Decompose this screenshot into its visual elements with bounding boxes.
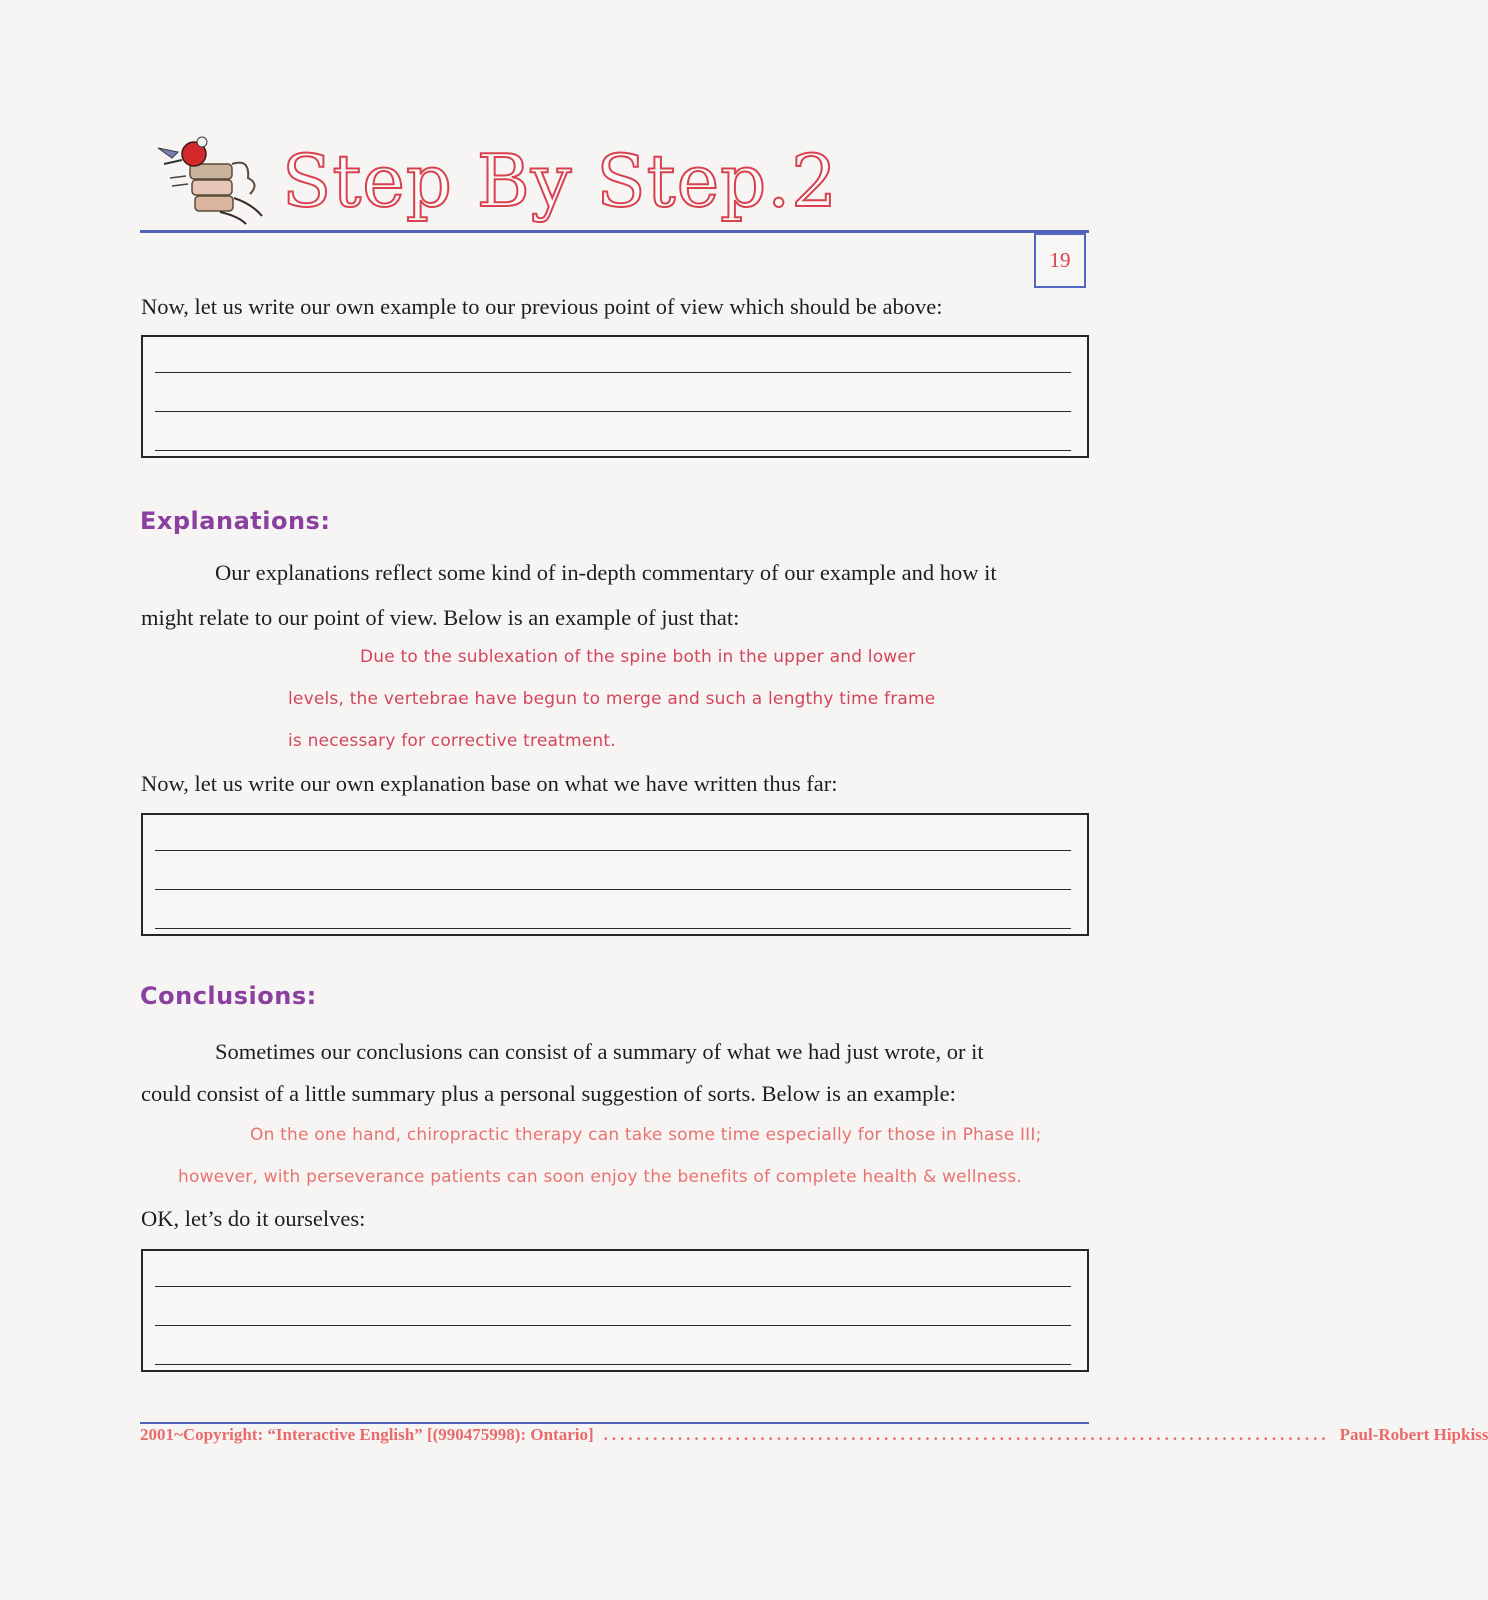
header-divider xyxy=(140,230,1089,233)
page-header xyxy=(140,128,1090,234)
copyright-notice: 2001~Copyright: “Interactive English” [(990475998): Ontario] xyxy=(140,1425,594,1444)
explanation-prompt: Now, let us write our own explanation base on what we have written thus far: xyxy=(141,771,838,796)
example-answer-box[interactable] xyxy=(141,335,1089,458)
footer-leader-dots: ........................................................................................ xyxy=(603,1425,1330,1444)
answer-line[interactable] xyxy=(155,928,1071,929)
conclusion-answer-box[interactable] xyxy=(141,1249,1089,1372)
explanation-answer-box[interactable] xyxy=(141,813,1089,936)
answer-line[interactable] xyxy=(155,1364,1071,1365)
explanation-example-line: levels, the vertebrae have begun to merge and such a lengthy time frame xyxy=(288,689,936,709)
explanation-example-line: Due to the sublexation of the spine both in the upper and lower xyxy=(360,647,916,667)
answer-line[interactable] xyxy=(155,1325,1071,1326)
author-name: Paul-Robert Hipkiss xyxy=(1339,1425,1488,1444)
conclusions-paragraph-line: could consist of a little summary plus a personal suggestion of sorts. Below is an example: xyxy=(141,1081,956,1106)
page-footer xyxy=(140,1425,1488,1445)
answer-line[interactable] xyxy=(155,889,1071,890)
answer-line[interactable] xyxy=(155,411,1071,412)
footer-divider xyxy=(140,1422,1089,1424)
explanation-example-line: is necessary for corrective treatment. xyxy=(288,731,616,751)
explanations-heading: Explanations: xyxy=(140,507,331,535)
conclusions-paragraph-line: Sometimes our conclusions can consist of a summary of what we had just wrote, or it xyxy=(215,1039,984,1064)
example-prompt: Now, let us write our own example to our previous point of view which should be above: xyxy=(141,294,943,319)
page-title: Step By Step.2 xyxy=(282,139,838,223)
conclusion-prompt: OK, let’s do it ourselves: xyxy=(141,1206,366,1231)
conclusions-heading: Conclusions: xyxy=(140,982,317,1010)
page-number: 19 xyxy=(1034,233,1086,288)
spine-cartoon-logo-icon xyxy=(150,134,270,224)
conclusion-example-line: however, with perseverance patients can soon enjoy the benefits of complete health & wellness. xyxy=(178,1167,1023,1187)
explanations-paragraph-line: might relate to our point of view. Below is an example of just that: xyxy=(141,605,740,630)
answer-line[interactable] xyxy=(155,372,1071,373)
answer-line[interactable] xyxy=(155,1286,1071,1287)
answer-line[interactable] xyxy=(155,450,1071,451)
conclusion-example-line: On the one hand, chiropractic therapy can take some time especially for those in Phase III; xyxy=(250,1125,1042,1145)
answer-line[interactable] xyxy=(155,850,1071,851)
explanations-paragraph-line: Our explanations reflect some kind of in-depth commentary of our example and how it xyxy=(215,560,997,585)
